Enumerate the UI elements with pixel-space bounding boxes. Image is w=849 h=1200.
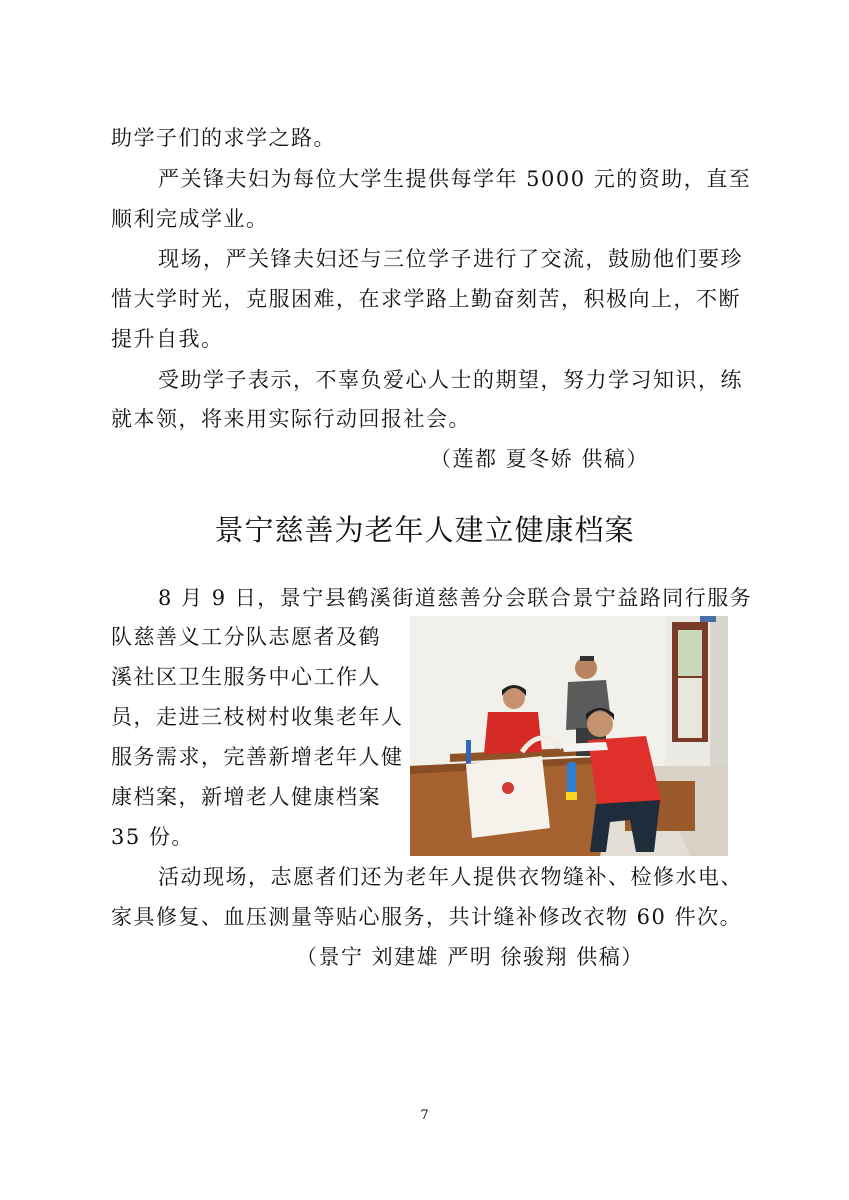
body-line: 严关锋夫妇为每位大学生提供每学年 5000 元的资助，直至 — [158, 167, 752, 191]
body-line: 员，走进三枝树村收集老年人 — [111, 705, 404, 729]
body-line: 服务需求，完善新增老年人健 — [111, 745, 404, 769]
article-title: 景宁慈善为老年人建立健康档案 — [214, 513, 635, 547]
body-line: 康档案，新增老人健康档案 — [111, 785, 381, 809]
body-line: 35 份。 — [111, 825, 194, 849]
page-number: 7 — [420, 1108, 429, 1123]
body-line: 现场，严关锋夫妇还与三位学子进行了交流，鼓励他们要珍 — [158, 247, 743, 271]
body-line: 活动现场，志愿者们还为老年人提供衣物缝补、检修水电、 — [158, 865, 743, 889]
body-line: 助学子们的求学之路。 — [111, 126, 336, 150]
body-line: 就本领，将来用实际行动回报社会。 — [111, 407, 471, 431]
body-line: 提升自我。 — [111, 327, 224, 351]
body-line: 队慈善义工分队志愿者及鹤 — [111, 625, 381, 649]
body-line: 惜大学时光，克服困难，在求学路上勤奋刻苦，积极向上，不断 — [111, 287, 741, 311]
body-line: 溪社区卫生服务中心工作人 — [111, 665, 381, 689]
body-line: 8 月 9 日，景宁县鹤溪街道慈善分会联合景宁益路同行服务 — [158, 586, 753, 610]
body-line: 家具修复、血压测量等贴心服务，共计缝补修改衣物 60 件次。 — [111, 905, 743, 929]
volunteer-photo — [410, 616, 728, 856]
byline: （莲都 夏冬娇 供稿） — [430, 447, 649, 471]
body-line: 受助学子表示，不辜负爱心人士的期望，努力学习知识，练 — [158, 368, 743, 392]
byline: （景宁 刘建雄 严明 徐骏翔 供稿） — [296, 945, 644, 969]
body-line: 顺利完成学业。 — [111, 207, 269, 231]
